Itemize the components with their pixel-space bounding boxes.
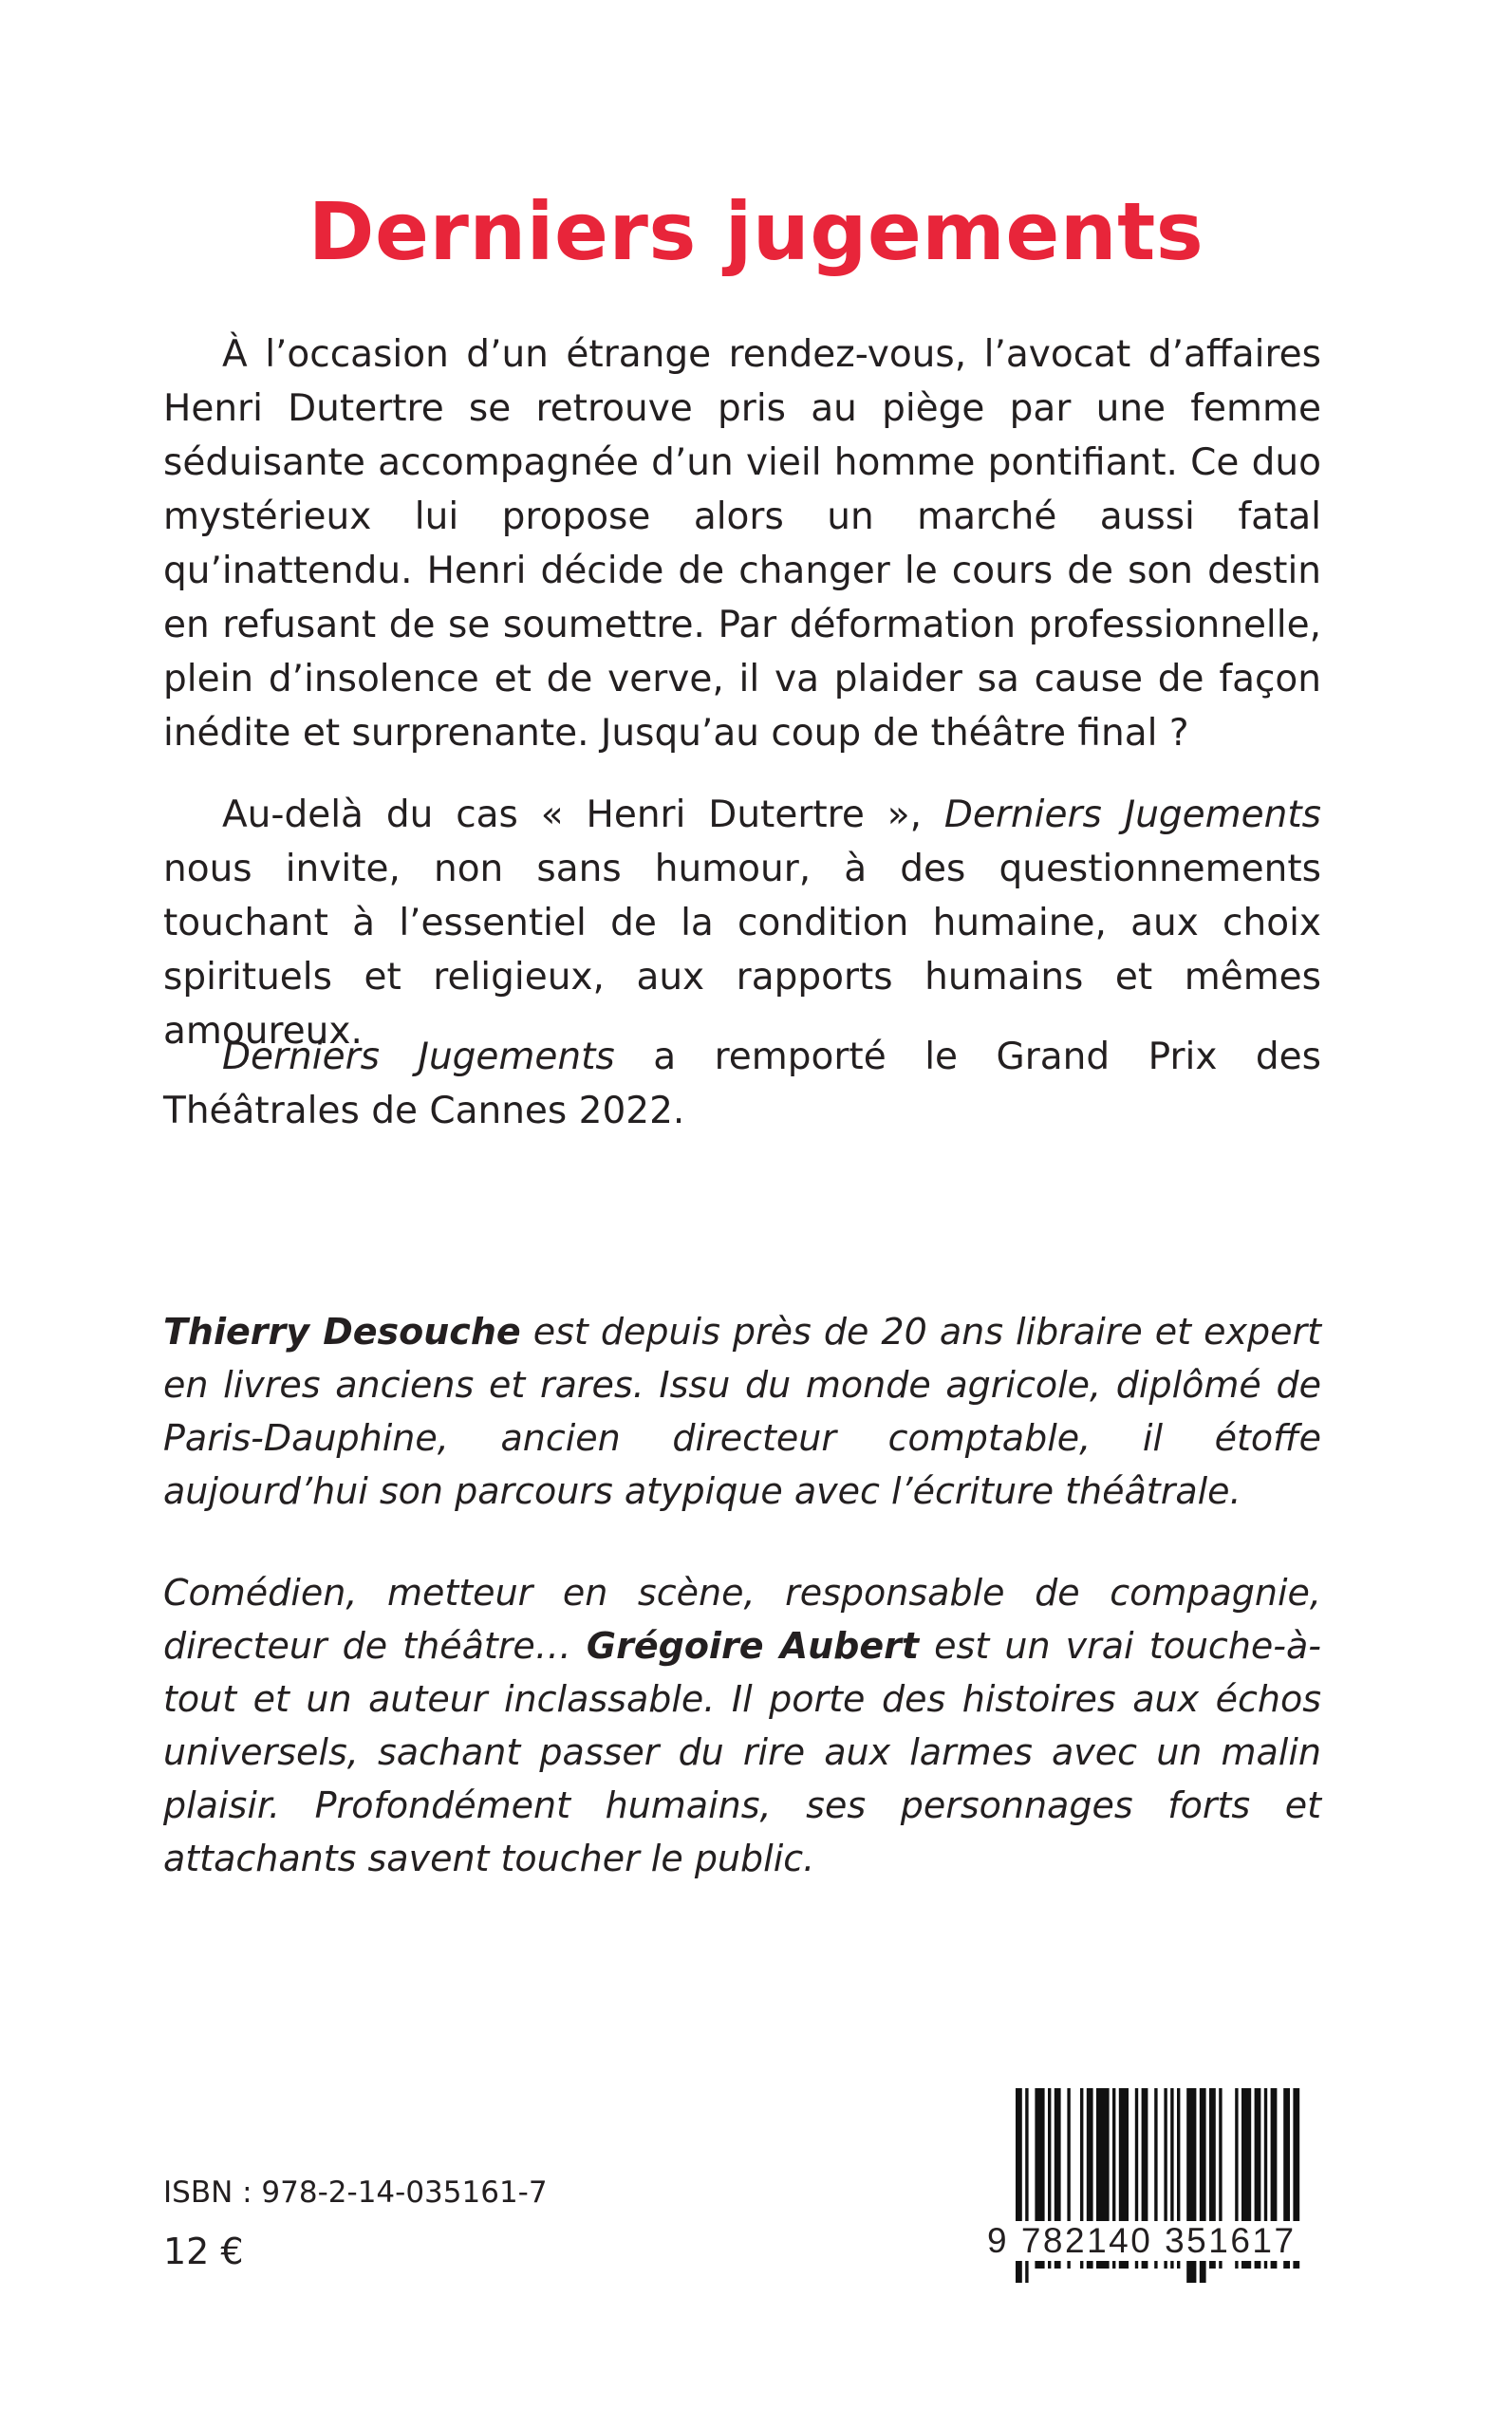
summary-text-2 — [163, 788, 1321, 1058]
author-bio-2-end: est un vrai touche-à-tout et un auteur inclassable. Il porte des histoires aux échos universels, sachant passer du rire aux larmes avec un malin plaisir. Profondément humains, ses personnages forts et attachants savent toucher le public. — [163, 1625, 1321, 1879]
author-bio-2 — [163, 1566, 1321, 1885]
summary-text-1: À l’occasion d’un étrange rendez-vous, l’avocat d’affaires Henri Dutertre se retrouve pris au piège par une femme séduisante accompagnée d’un vieil homme pontifiant. Ce duo mystérieux lui propose alors un marché aussi fatal qu’inattendu. Henri décide de changer le cours de son destin en refusant de se soumettre. Par déformation professionnelle, plein d’insolence et de verve, il va plaider sa cause de façon inédite et surprenante. Jusqu’au coup de théâtre final ? — [163, 333, 1321, 755]
book-title-inline: Derniers Jugements — [943, 794, 1321, 836]
author-bio-1-text — [163, 1305, 1321, 1518]
book-title-inline: Derniers Jugements — [222, 1036, 615, 1078]
author-bio-2-text — [163, 1566, 1321, 1885]
author-bio-1 — [163, 1305, 1321, 1518]
summary-paragraph-2 — [163, 788, 1321, 1058]
award-text — [163, 1030, 1321, 1138]
book-title: Derniers jugements — [308, 185, 1204, 278]
author-name: Grégoire Aubert — [586, 1625, 920, 1667]
author-bio-2-start: Comédien, metteur en scène, responsable de compagnie, directeur de théâtre… — [163, 1572, 1321, 1667]
summary-text-2-end: nous invite, non sans humour, à des questionnements touchant à l’essentiel de la condition humaine, aux choix spirituels et religieux, aux rapports humains et mêmes amoureux. — [163, 848, 1321, 1053]
summary-paragraph-1 — [163, 327, 1321, 760]
author-bio-1-body: est depuis près de 20 ans libraire et expert en livres anciens et rares. Issu du monde agricole, diplômé de Paris-Dauphine, ancien directeur comptable, il étoffe aujourd’hui son parcours atypique avec l’écriture théâtrale. — [163, 1311, 1321, 1512]
isbn-label: ISBN : 978-2-14-035161-7 — [163, 2176, 548, 2210]
award-paragraph — [163, 1030, 1321, 1138]
award-text-end: a remporté le Grand Prix des Théâtrales de Cannes 2022. — [163, 1036, 1321, 1132]
author-name: Thierry Desouche — [163, 1311, 521, 1353]
barcode-digits: 9 782140 351617 — [987, 2221, 1329, 2261]
price-label: 12 € — [163, 2231, 244, 2272]
summary-text-2-start: Au-delà du cas « Henri Dutertre », — [222, 794, 944, 836]
